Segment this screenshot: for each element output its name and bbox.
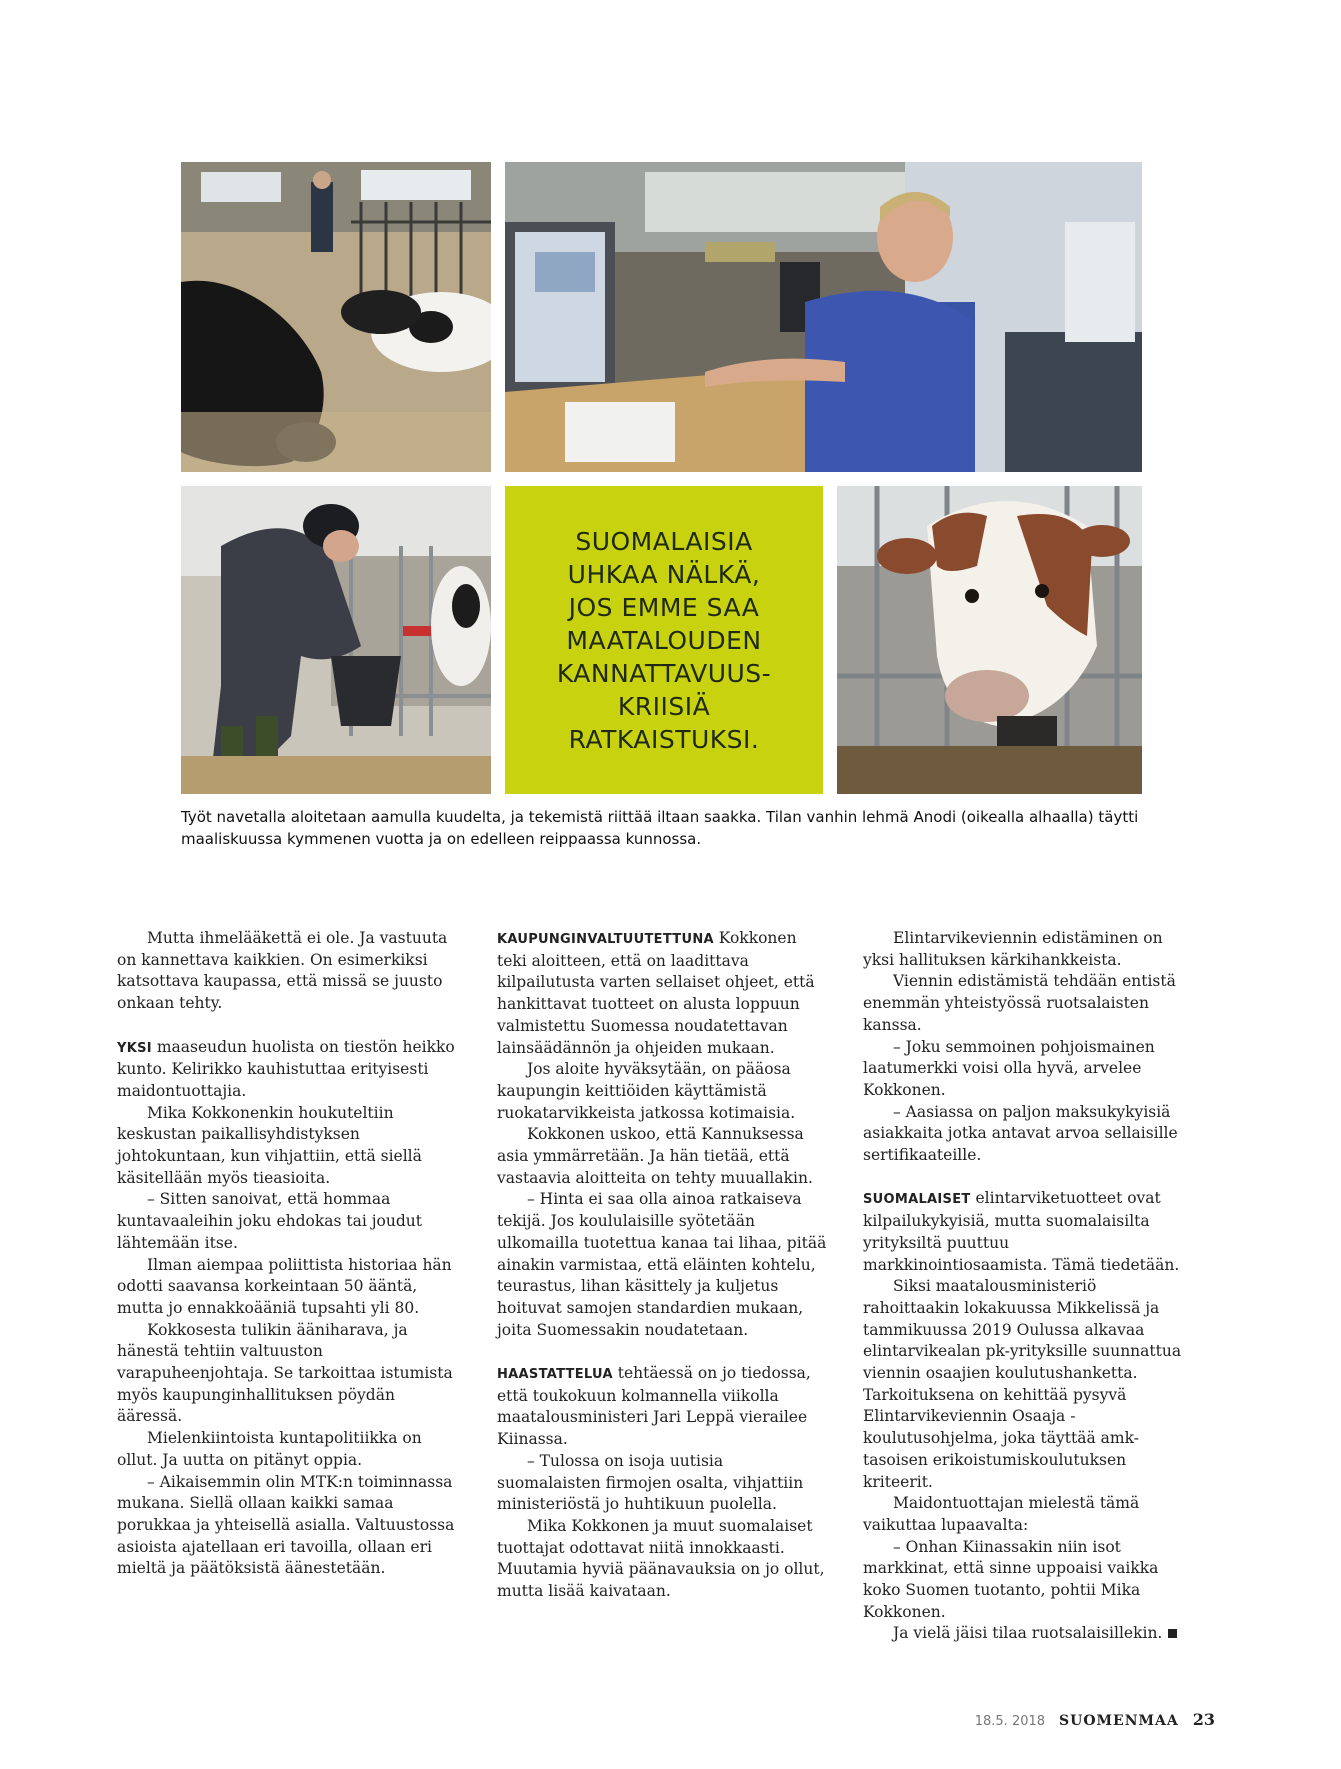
pull-quote-line: KRIISIÄ	[617, 691, 711, 721]
paragraph-text: elintarviketuotteet ovat kilpailukykyisiä, mutta suomalaisilta yrityksiltä puuttuu markkinointiosaamista. Tämä tiedetään.	[863, 1189, 1180, 1274]
paragraph-text: Kokkonen teki aloitteen, että on laadittava kilpailutusta varten sellaiset ohjeet, että hankittavat tuotteet on alusta loppuun valmistettu Suomessa noudatettavan lainsäädännön ja ohjeiden mukaan.	[497, 929, 815, 1057]
end-mark-icon	[1168, 1629, 1177, 1638]
page-footer	[975, 1710, 1215, 1729]
paragraph: Siksi maatalousministeriö rahoittaakin lokakuussa Mikkelissä ja tammikuussa 2019 Oulussa alkavaa elintarvikealan pk-yrityksille suunnattua viennin osaajien koulutushanketta. Tarkoituksena on kehittää pysyvä Elintarvikeviennin Osaaja -koulutusohjelma, joka täyttää amk-tasoisen erikoistumiskoulutuksen kriteerit.	[863, 1277, 1182, 1491]
paragraph	[863, 1188, 1197, 1276]
photo-cow-anodi	[837, 486, 1142, 794]
paragraph: Elintarvikeviennin edistäminen on yksi hallituksen kärkihankkeista.	[863, 929, 1163, 969]
paragraph: Maidontuottajan mielestä tämä vaikuttaa lupaavalta:	[863, 1494, 1140, 1534]
paragraph-lead: YKSI	[117, 1040, 152, 1056]
pull-quote-line: RATKAISTUKSI.	[568, 724, 760, 754]
article-column-2	[497, 928, 830, 1603]
issue-date: 18.5. 2018	[974, 1714, 1046, 1729]
paragraph: Kokkosesta tulikin ääniharava, ja hänestä tehtiin valtuuston varapuheenjohtaja. Se tarkoittaa istumista myös kaupunginhallituksen pöydän ääressä.	[117, 1320, 453, 1426]
paragraph	[497, 928, 830, 1059]
pull-quote-line: SUOMALAISIA	[575, 526, 753, 556]
photo-cow-lying	[181, 162, 491, 472]
paragraph: Kokkonen uskoo, että Kannuksessa asia ymmärretään. Ja hän tietää, että vastaavia aloitteita on tehty muuallakin.	[497, 1125, 813, 1187]
pull-quote-line: UHKAA NÄLKÄ,	[567, 559, 761, 589]
paragraph-lead: SUOMALAISET	[863, 1192, 971, 1208]
paragraph: Mielenkiintoista kuntapolitiikka on ollut. Ja uutta on pitänyt oppia.	[117, 1429, 422, 1469]
photo-caption: Työt navetalla aloitetaan aamulla kuudelta, ja tekemistä riittää iltaan saakka. Tilan vanhin lehmä Anodi (oikealla alhaalla) täytti maaliskuussa kymmenen vuotta ja on edelleen reippaassa kunnossa.	[181, 808, 1139, 848]
paragraph	[117, 1037, 458, 1103]
paragraph: Mika Kokkonenkin houkuteltiin keskustan paikallisyhdistyksen johtokuntaan, kun vihjattiin, että siellä käsitellään myös tieasioita.	[117, 1103, 422, 1187]
article-column-3	[863, 928, 1197, 1645]
paragraph: – Joku semmoinen pohjoismainen laatumerkki voisi olla hyvä, arvelee Kokkonen.	[863, 1037, 1155, 1099]
paragraph: Viennin edistämistä tehdään entistä enemmän yhteistyössä ruotsalaisten kanssa.	[863, 972, 1176, 1034]
paragraph: – Onhan Kiinassakin niin isot markkinat, että sinne uppoaisi vaikka koko Suomen tuotanto, pohtii Mika Kokkonen.	[863, 1537, 1159, 1621]
paragraph-text: tehtäessä on jo tiedossa, että toukokuun kolmannella viikolla maatalousministeri Jari Leppä vierailee Kiinassa.	[497, 1364, 811, 1449]
paragraph-lead: KAUPUNGINVALTUUTETTUNA	[497, 932, 714, 947]
publication-name: SUOMENMAA	[1059, 1713, 1179, 1729]
paragraph: – Aikaisemmin olin MTK:n toiminnassa mukana. Siellä ollaan kaikki samaa porukkaa ja yhteisellä asialla. Valtuustossa asioista ajatellaan eri tavoilla, ollaan eri mieltä ja päätöksistä äänestetään.	[117, 1472, 455, 1578]
paragraph: Ilman aiempaa poliittista historiaa hän odotti saavansa korkeintaan 50 ääntä, mutta jo ennakkoääniä tupsahti yli 80.	[117, 1255, 452, 1317]
paragraph: Jos aloite hyväksytään, on pääosa kaupungin keittiöiden käyttämistä ruokatarvikkeista jatkossa kotimaisia.	[497, 1060, 796, 1122]
paragraph-text: Ja vielä jäisi tilaa ruotsalaisillekin.	[893, 1624, 1163, 1643]
paragraph: Mika Kokkonen ja muut suomalaiset tuottajat odottavat niitä innokkaasti. Muutamia hyviä päänavauksia on jo ollut, mutta lisää kaivataan.	[497, 1516, 825, 1601]
paragraph: Mutta ihmelääkettä ei ole. Ja vastuuta on kannettava kaikkien. On esimerkiksi katsottava kaupassa, että missä se juusto onkaan tehty.	[117, 929, 448, 1013]
paragraph: – Sitten sanoivat, että hommaa kuntavaaleihin joku ehdokas tai joudut lähtemään itse.	[117, 1190, 422, 1252]
paragraph	[497, 1363, 830, 1451]
paragraph-lead: HAASTATTELUA	[497, 1367, 613, 1383]
pull-quote-box	[505, 486, 823, 794]
pull-quote-line: KANNATTAVUUS-	[556, 658, 772, 688]
paragraph-text: maaseudun huolista on tiestön heikko kunto. Kelirikko kauhistuttaa erityisesti maidontuottajia.	[117, 1037, 455, 1100]
pull-quote-line: JOS EMME SAA	[568, 592, 760, 622]
pull-quote-line: MAATALOUDEN	[566, 625, 762, 655]
photo-farmer-computer	[505, 162, 1142, 472]
pull-quote-text	[557, 525, 771, 756]
paragraph	[863, 1623, 1197, 1645]
article-column-1	[117, 928, 458, 1580]
paragraph: – Hinta ei saa olla ainoa ratkaiseva tekijä. Jos koululaisille syötetään ulkomailla tuotettua kanaa tai lihaa, pitää ainakin varmistaa, että eläinten kohtelu, teurastus, lihan käsittely ja kuljetus hoituvat samojen standardien mukaan, joita Suomessakin noudatetaan.	[497, 1190, 827, 1339]
page-number: 23	[1192, 1710, 1215, 1729]
paragraph: – Aasiassa on paljon maksukykyisiä asiakkaita jotka antavat arvoa sellaisille sertifikaateille.	[863, 1102, 1178, 1165]
photo-farmer-bucket	[181, 486, 491, 794]
paragraph: – Tulossa on isoja uutisia suomalaisten firmojen osalta, vihjattiin ministeriöstä jo huhtikuun puolella.	[497, 1451, 804, 1514]
